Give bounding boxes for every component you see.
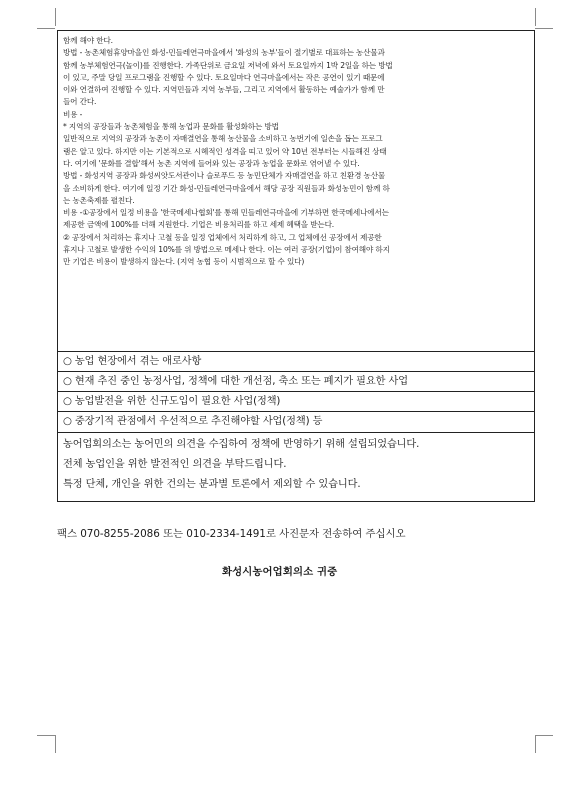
topic-row-label: ○ 농업발전을 위한 신규도입이 필요한 사업(정책): [63, 396, 281, 407]
proposal-line: 만 기업은 비용이 발생하지 않는다. (지역 농협 등이 시범적으로 할 수 있다): [63, 257, 305, 267]
crop-mark-top-right-h: [535, 28, 553, 29]
proposal-line: 함께 해야 한다.: [63, 36, 113, 45]
crop-mark-top-right: [535, 8, 536, 26]
topic-row-new-projects: [58, 391, 534, 411]
proposal-line: 램은 알고 있다. 하지만 이는 기본적으로 시혜적인 성격을 띠고 있어 약 10년 전부터는 시들해진 상태: [63, 146, 387, 156]
proposal-line: 다. 여기에 '문화를 결합'해서 농촌 지역에 들어와 있는 공장과 농업을 문화로 엮어낼 수 있다.: [63, 158, 360, 168]
proposal-line: 비용 -: [63, 109, 83, 119]
crop-mark-top-left: [55, 8, 56, 26]
proposal-line: ② 공장에서 처리하는 휴지나 고철 등을 일정 업체에서 처리하게 하고, 그 업체에선 공장에서 제공한: [63, 232, 382, 242]
proposal-line: 이와 연결하여 진행할 수 있다. 지역민들과 지역 농부들, 그리고 지역에서 활동하는 예술가가 함께 만: [63, 85, 385, 95]
proposal-line: 들어 간다.: [63, 97, 97, 107]
signature-recipient: 화성시농어업회의소 귀중: [222, 566, 338, 578]
notice-line: 특정 단체, 개인을 위한 건의는 분과별 토론에서 제외할 수 있습니다.: [63, 479, 361, 490]
notice-line: 전체 농업인을 위한 발전적인 의견을 부탁드립니다.: [63, 459, 287, 470]
topic-row-difficulties: [58, 351, 534, 371]
topic-row-improvements: [58, 371, 534, 391]
proposal-line: 을 소비하게 한다. 여기에 일정 기간 화성-민들레연극마을에서 해당 공장 직원들과 화성농민이 함께 하: [63, 183, 390, 193]
proposal-line: 일반적으로 지역의 공장과 농촌이 자매결연을 통해 농산물을 소비하고 농번기에 일손을 돕는 프로그: [63, 134, 383, 144]
proposal-line: 는 농촌축제를 펼친다.: [63, 195, 135, 205]
crop-mark-bottom-left-h: [37, 735, 55, 736]
proposal-line: 휴지나 고철로 발생한 수익의 10%를 위 방법으로 메세나 한다. 이는 여러 공장(기업)이 참여해야 하지: [63, 245, 390, 255]
proposal-line: 비용 -①공장에서 일정 비용을 '한국메세나협회'를 통해 민들레연극마을에 기부하면 한국메세나에서는: [63, 208, 389, 218]
proposal-line: 함께 농부체험연극(놀이)를 진행한다. 가족단위로 금요일 저녁에 와서 토요일까지 1박 2일을 하는 방법: [63, 60, 393, 70]
fax-instruction: 팩스 070-8255-2086 또는 010-2334-1491로 사진문자 전송하여 주십시오: [57, 528, 406, 540]
topic-row-label: ○ 현재 추진 중인 농정사업, 정책에 대한 개선점, 축소 또는 폐지가 필요한 사업: [63, 376, 408, 387]
topic-row-label: ○ 중장기적 관점에서 우선적으로 추진해야할 사업(정책) 등: [63, 416, 323, 427]
proposal-line: 제공한 금액에 100%를 더해 지원한다. 기업은 비용처리를 하고 세제 혜택을 받는다.: [63, 220, 335, 230]
notice-line: 농어업회의소는 농어민의 의견을 수집하여 정책에 반영하기 위해 설립되었습니다.: [63, 439, 420, 450]
topic-row-label: ○ 농업 현장에서 겪는 애로사항: [63, 356, 202, 367]
crop-mark-bottom-right-h: [535, 735, 553, 736]
document-content-box: [57, 30, 535, 502]
proposal-line: 이 있고, 주말 당일 프로그램을 진행할 수 있다. 토요일마다 연극마을에서는 작은 공연이 있기 때문에: [63, 72, 385, 82]
proposal-line: 방법 - 화성지역 공장과 화성씨앗도서관이나 슬로푸드 등 농민단체가 자매결연을 하고 친환경 농산물: [63, 171, 386, 181]
crop-mark-bottom-right: [535, 735, 536, 753]
proposal-line: * 지역의 공장들과 농촌체험을 통해 농업과 문화를 활성화하는 방법: [63, 122, 279, 132]
proposal-line: 방법 - 농촌체험휴양마을인 화성-민들레연극마을에서 '화성의 농부'들이 절기별로 대표하는 농산물과: [63, 48, 385, 58]
crop-mark-bottom-left: [55, 735, 56, 753]
notice-text: [58, 432, 534, 495]
proposal-text: [58, 31, 534, 351]
topic-row-long-term: [58, 411, 534, 431]
crop-mark-top-left-h: [37, 28, 55, 29]
